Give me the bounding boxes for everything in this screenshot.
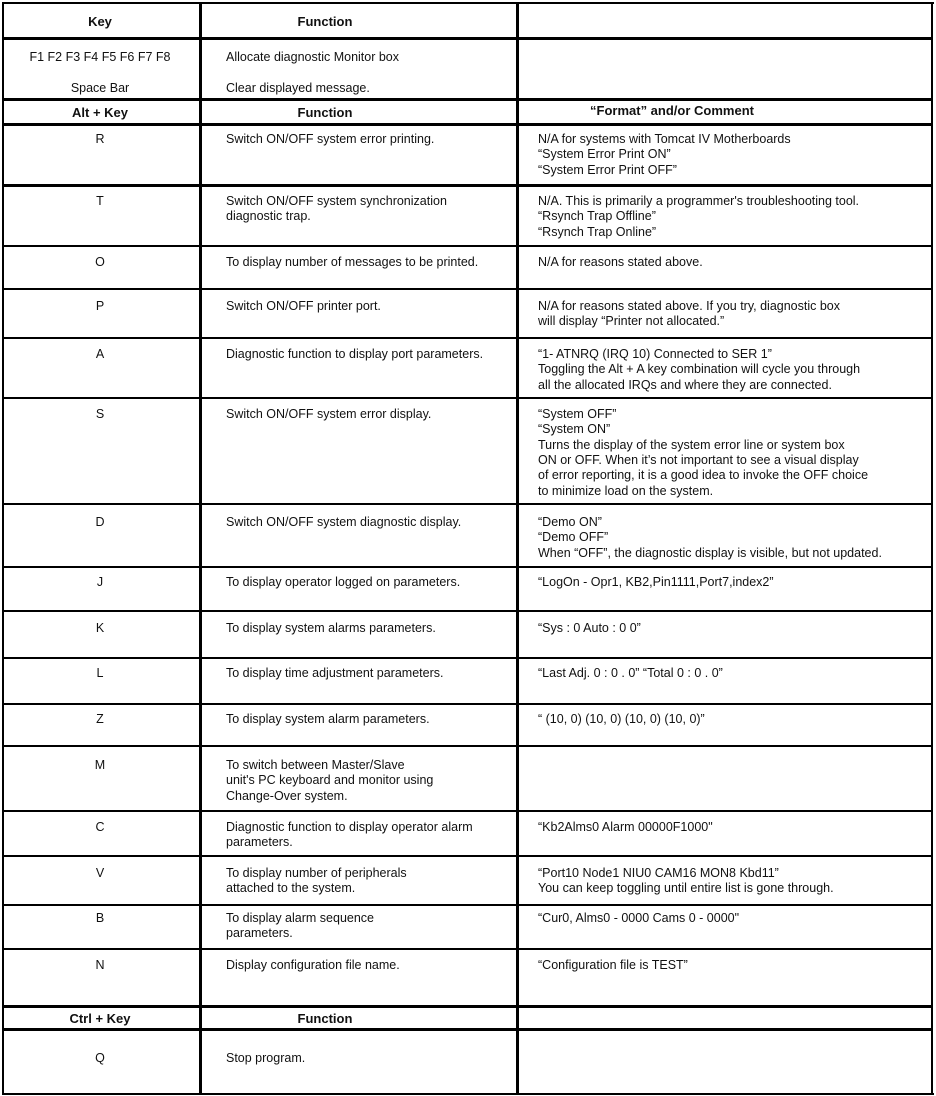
- column-divider: [199, 3, 202, 1093]
- table-top-border: [2, 2, 934, 4]
- row-comment: ON or OFF. When it’s not important to see a visual display: [538, 452, 859, 467]
- row-key: K: [95, 621, 105, 635]
- row-comment: “Sys : 0 Auto : 0 0”: [538, 621, 641, 635]
- column-divider: [2, 3, 4, 1093]
- row-key: Q: [95, 1051, 105, 1065]
- row-function: To display time adjustment parameters.: [226, 666, 444, 680]
- row-function: parameters.: [226, 835, 293, 850]
- header-key: Ctrl + Key: [69, 1011, 131, 1026]
- row-key: R: [95, 132, 105, 146]
- row-key: F1 F2 F3 F4 F5 F6 F7 F8: [29, 50, 171, 64]
- row-border: [3, 703, 932, 705]
- row-comment: “System ON”: [538, 422, 611, 437]
- row-key: D: [95, 515, 105, 529]
- row-comment: Turns the display of the system error line or system box: [538, 437, 845, 452]
- header-top-border: [3, 1005, 932, 1008]
- header-comment: “Format” and/or Comment: [590, 103, 754, 118]
- row-comment: of error reporting, it is a good idea to invoke the OFF choice: [538, 468, 869, 483]
- row-border: [3, 337, 932, 339]
- row-function: To display number of messages to be printed.: [226, 255, 479, 269]
- header-function: Function: [297, 105, 353, 120]
- row-comment: You can keep toggling until entire list is gone through.: [538, 881, 834, 896]
- header-function: Function: [297, 1011, 353, 1026]
- row-key: M: [94, 758, 106, 772]
- row-border: [3, 745, 932, 747]
- row-comment: N/A for reasons stated above. If you try, diagnostic box: [538, 299, 841, 313]
- column-divider: [931, 3, 933, 1093]
- header-top-border: [3, 98, 932, 101]
- row-border: [3, 503, 932, 505]
- row-comment: When “OFF”, the diagnostic display is visible, but not updated.: [538, 545, 882, 560]
- row-function: Switch ON/OFF system error printing.: [226, 132, 435, 146]
- row-comment: “ (10, 0) (10, 0) (10, 0) (10, 0)”: [538, 712, 705, 726]
- row-comment: “Rsynch Trap Offline”: [538, 209, 656, 224]
- row-function: Clear displayed message.: [226, 80, 370, 95]
- row-key: J: [96, 575, 104, 589]
- table-bottom-border: [2, 1093, 934, 1095]
- row-key: A: [95, 347, 105, 361]
- row-comment: “Rsynch Trap Online”: [538, 224, 657, 239]
- row-function: attached to the system.: [226, 881, 356, 896]
- row-function: Display configuration file name.: [226, 958, 400, 972]
- row-function: Diagnostic function to display operator alarm: [226, 820, 473, 834]
- row-comment: “System Error Print ON”: [538, 147, 671, 162]
- row-function: To display operator logged on parameters.: [226, 575, 461, 589]
- row-function: Switch ON/OFF system diagnostic display.: [226, 515, 462, 529]
- row-comment: N/A. This is primarily a programmer's troubleshooting tool.: [538, 194, 860, 208]
- row-border: [3, 810, 932, 812]
- row-border: [3, 1028, 932, 1031]
- row-function: To display alarm sequence: [226, 911, 374, 925]
- row-function: parameters.: [226, 926, 293, 941]
- row-border: [3, 904, 932, 906]
- row-function: Switch ON/OFF system synchronization: [226, 194, 447, 208]
- row-border: [3, 855, 932, 857]
- row-border: [3, 397, 932, 399]
- row-comment: to minimize load on the system.: [538, 483, 714, 498]
- row-comment: “LogOn - Opr1, KB2,Pin1111,Port7,index2”: [538, 575, 774, 589]
- row-comment: “System OFF”: [538, 407, 617, 421]
- row-comment: “System Error Print OFF”: [538, 162, 677, 177]
- row-key: P: [95, 299, 105, 313]
- row-function: unit's PC keyboard and monitor using: [226, 773, 434, 788]
- row-border: [3, 123, 932, 126]
- header-function: Function: [297, 14, 353, 29]
- header-key: Key: [88, 14, 112, 29]
- row-comment: “Last Adj. 0 : 0 . 0” “Total 0 : 0 . 0”: [538, 666, 723, 680]
- row-comment: “1- ATNRQ (IRQ 10) Connected to SER 1”: [538, 347, 772, 361]
- header-key: Alt + Key: [72, 105, 128, 120]
- row-key: L: [96, 666, 104, 680]
- row-border: [3, 948, 932, 950]
- row-key: O: [95, 255, 105, 269]
- row-comment: N/A for reasons stated above.: [538, 255, 703, 269]
- row-comment: “Port10 Node1 NIU0 CAM16 MON8 Kbd11”: [538, 866, 779, 880]
- row-border: [3, 245, 932, 247]
- row-comment: “Kb2Alms0 Alarm 00000F1000": [538, 820, 713, 834]
- row-border: [3, 37, 932, 40]
- row-comment: N/A for systems with Tomcat IV Motherboards: [538, 132, 791, 146]
- row-comment: Toggling the Alt + A key combination will cycle you through: [538, 362, 861, 377]
- row-key: V: [95, 866, 105, 880]
- row-key: S: [95, 407, 105, 421]
- row-border: [3, 566, 932, 568]
- row-function: Change-Over system.: [226, 788, 348, 803]
- row-border: [3, 184, 932, 187]
- row-comment: “Cur0, Alms0 - 0000 Cams 0 - 0000": [538, 911, 740, 925]
- row-comment: “Demo ON”: [538, 515, 602, 529]
- row-function: To display system alarms parameters.: [226, 621, 436, 635]
- row-key: C: [95, 820, 105, 834]
- row-border: [3, 610, 932, 612]
- row-function: Stop program.: [226, 1051, 306, 1065]
- row-comment: will display “Printer not allocated.”: [538, 314, 725, 329]
- row-comment: “Configuration file is TEST”: [538, 958, 688, 972]
- row-comment: “Demo OFF”: [538, 530, 609, 545]
- row-function: To display number of peripherals: [226, 866, 407, 880]
- row-key: B: [95, 911, 105, 925]
- column-divider: [516, 3, 519, 1093]
- row-function: Diagnostic function to display port parameters.: [226, 347, 484, 361]
- row-border: [3, 657, 932, 659]
- row-function: diagnostic trap.: [226, 209, 311, 224]
- row-border: [3, 288, 932, 290]
- row-key: Space Bar: [70, 80, 130, 95]
- row-function: To switch between Master/Slave: [226, 758, 405, 772]
- row-function: Allocate diagnostic Monitor box: [226, 50, 400, 64]
- row-comment: all the allocated IRQs and where they are connected.: [538, 377, 832, 392]
- row-function: To display system alarm parameters.: [226, 712, 430, 726]
- row-key: N: [95, 958, 105, 972]
- row-function: Switch ON/OFF printer port.: [226, 299, 381, 313]
- row-key: Z: [96, 712, 104, 726]
- row-key: T: [96, 194, 104, 208]
- row-function: Switch ON/OFF system error display.: [226, 407, 432, 421]
